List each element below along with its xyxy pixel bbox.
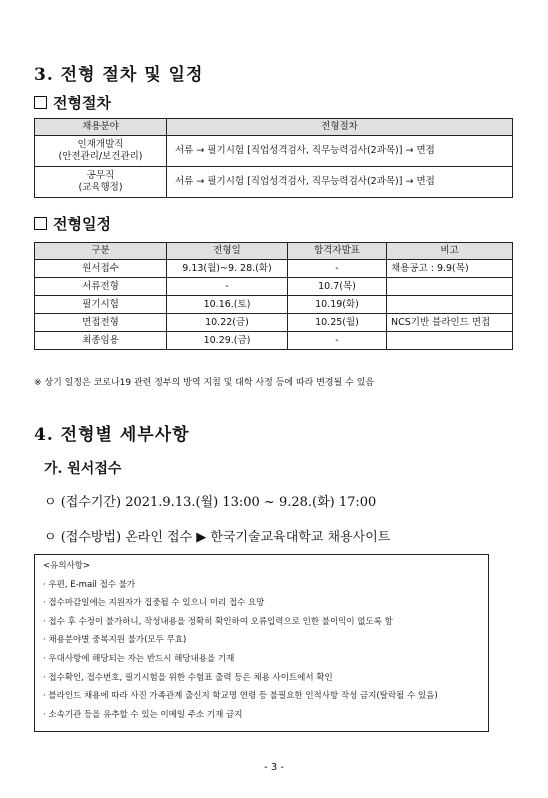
square-icon (34, 96, 47, 109)
application-period: ㅇ (접수기간) 2021.9.13.(월) 13:00 ~ 9.28.(화) 17:00 (44, 495, 377, 510)
table-cell: 최종임용 (35, 332, 167, 350)
schedule-heading-label: 전형일정 (53, 215, 111, 233)
table-cell: 10.29.(금) (167, 332, 288, 350)
table-row (35, 167, 513, 198)
notice-item: · 우편, E-mail 접수 불가 (43, 579, 136, 590)
table-cell: NCS기반 블라인드 면접 (387, 314, 513, 332)
table-header-row (35, 119, 513, 136)
table-row (35, 332, 513, 350)
table-cell: 9.13(월)~9. 28.(화) (167, 260, 288, 278)
notice-item: · 접수마감일에는 지원자가 집중될 수 있으니 미리 접수 요망 (43, 598, 265, 609)
table-row (35, 314, 513, 332)
procedure-heading (34, 92, 111, 113)
table-cell-field (35, 136, 167, 167)
table-cell-process: 서류 → 필기시험 [직업성격검사, 직무능력검사(2과목)] → 면접 (167, 136, 513, 167)
section3-title: 3. 전형 절차 및 일정 (34, 65, 204, 85)
table-cell: 10.25(월) (288, 314, 387, 332)
table-cell: 채용공고 : 9.9(목) (387, 260, 513, 278)
notice-item: · 접수 후 수정이 불가하니, 작성내용을 정확히 확인하여 오류입력으로 인한 불이익이 없도록 함 (43, 616, 393, 627)
table-header-cell: 합격자발표 (288, 243, 387, 260)
notice-item: · 블라인드 채용에 따라 사진 가족관계 출신지 학교명 연령 등 불필요한 인적사항 작성 금지(탈락될 수 있음) (43, 691, 438, 702)
field-line: (안전관리/보건관리) (58, 151, 143, 162)
table-cell: - (167, 278, 288, 296)
table-row (35, 260, 513, 278)
table-cell (387, 332, 513, 350)
field-line: 인재개발직 (77, 139, 124, 150)
table-cell-process: 서류 → 필기시험 [직업성격검사, 직무능력검사(2과목)] → 면접 (167, 167, 513, 198)
table-row (35, 136, 513, 167)
table-cell: 서류전형 (35, 278, 167, 296)
field-line: (교육행정) (78, 182, 123, 193)
table-cell (387, 278, 513, 296)
section4-title: 4. 전형별 세부사항 (34, 425, 190, 445)
table-cell-field (35, 167, 167, 198)
table-cell: 필기시험 (35, 296, 167, 314)
notice-item: · 우대사항에 해당되는 자는 반드시 해당내용을 기재 (43, 653, 235, 664)
procedure-heading-label: 전형절차 (53, 94, 111, 112)
table-cell: 10.7(목) (288, 278, 387, 296)
field-line: 공무직 (86, 170, 115, 181)
table-cell: 10.16.(토) (167, 296, 288, 314)
table-header-cell: 전형일 (167, 243, 288, 260)
procedure-table (34, 118, 513, 198)
table-cell: 면접전형 (35, 314, 167, 332)
schedule-heading (34, 213, 111, 234)
table-cell: 10.19(화) (288, 296, 387, 314)
table-row (35, 296, 513, 314)
square-icon (34, 217, 47, 230)
table-header-cell: 구분 (35, 243, 167, 260)
page-number: - 3 - (264, 762, 284, 773)
notice-box (34, 554, 489, 732)
notice-title: <유의사항> (43, 561, 91, 571)
table-cell: 원서접수 (35, 260, 167, 278)
table-cell: - (288, 332, 387, 350)
table-header-cell: 전형절차 (167, 119, 513, 136)
table-header-cell: 비고 (387, 243, 513, 260)
notice-item: · 채용분야별 중복지원 불가(모두 무효) (43, 635, 187, 646)
table-header-cell: 채용분야 (35, 119, 167, 136)
notice-item: · 소속기관 등을 유추할 수 있는 이메일 주소 기재 금지 (43, 709, 243, 720)
table-header-row (35, 243, 513, 260)
table-cell (387, 296, 513, 314)
table-row (35, 278, 513, 296)
subsection-heading: 가. 원서접수 (44, 461, 122, 477)
schedule-note: ※ 상기 일정은 코로나19 관련 정부의 방역 지침 및 대학 사정 등에 따라 변경될 수 있음 (34, 378, 375, 388)
schedule-table (34, 242, 513, 350)
table-cell: 10.22(금) (167, 314, 288, 332)
application-method: ㅇ (접수방법) 온라인 접수 ▶ 한국기술교육대학교 채용사이트 (44, 530, 391, 545)
notice-item: · 접수확인, 접수번호, 필기시험을 위한 수험표 출력 등은 채용 사이트에서 확인 (43, 672, 333, 683)
table-cell: - (288, 260, 387, 278)
